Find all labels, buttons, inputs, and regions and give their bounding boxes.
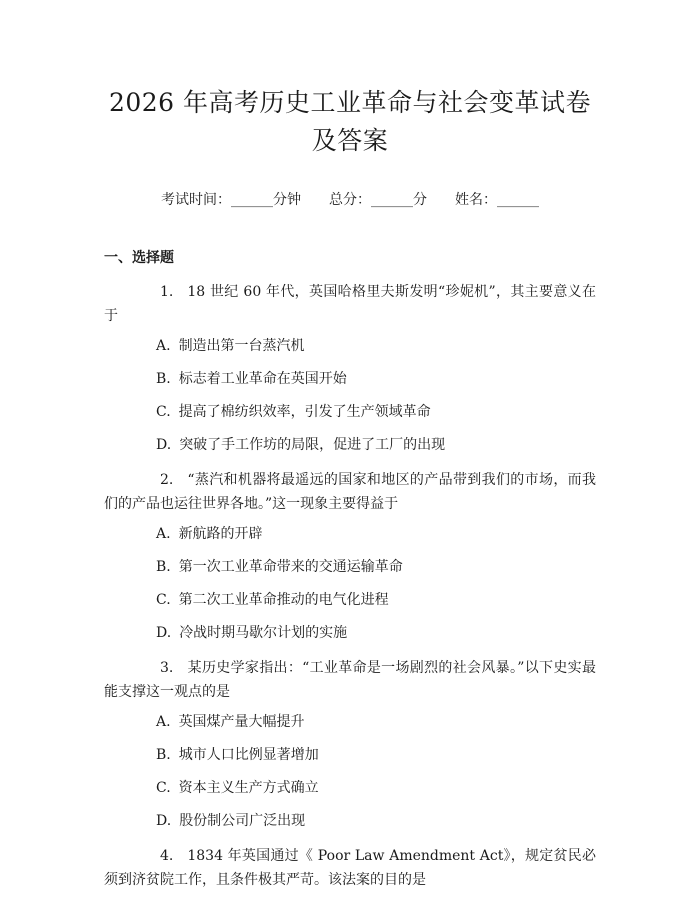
option-letter: C. <box>156 404 171 420</box>
option-list <box>104 336 596 455</box>
exam-title: 2026 年高考历史工业革命与社会变革试卷及答案 <box>108 88 592 155</box>
section-heading-choice: 一、选择题 <box>104 250 174 266</box>
option-letter: A. <box>156 526 171 542</box>
question-1 <box>104 280 596 455</box>
option-text: 冷战时期马歇尔计划的实施 <box>179 625 348 641</box>
question-stem <box>104 844 596 892</box>
option-text: 城市人口比例显著增加 <box>178 747 319 763</box>
option-a <box>104 336 596 356</box>
exam-meta <box>104 190 596 210</box>
option-d <box>104 811 596 831</box>
question-stem <box>104 280 596 328</box>
option-d <box>104 623 596 643</box>
option-letter: D. <box>156 813 172 829</box>
option-letter: C. <box>156 780 171 796</box>
option-letter: D. <box>156 625 172 641</box>
question-text: 1834 年英国通过《 Poor Law Amendment Act》，规定贫民必须到济贫院工作，且条件极其严苛。该法案的目的是 <box>104 848 596 888</box>
question-stem <box>104 656 596 704</box>
option-letter: C. <box>156 592 171 608</box>
option-a <box>104 712 596 732</box>
option-list <box>104 712 596 831</box>
option-text: 新航路的开辟 <box>178 526 263 542</box>
option-text: 股份制公司广泛出现 <box>179 813 306 829</box>
option-text: 提高了棉纺织效率，引发了生产领域革命 <box>178 404 431 420</box>
question-text: 18 世纪 60 年代，英国哈格里夫斯发明“珍妮机”，其主要意义在于 <box>104 284 596 324</box>
question-number: 4. <box>160 848 174 864</box>
student-name-field: 姓名：______ <box>455 192 539 208</box>
option-c <box>104 778 596 798</box>
option-list <box>104 524 596 643</box>
option-letter: B. <box>156 747 171 763</box>
option-letter: D. <box>156 437 172 453</box>
question-number: 1. <box>160 284 174 300</box>
question-number: 2. <box>160 472 174 488</box>
option-c <box>104 402 596 422</box>
question-text: 某历史学家指出：“工业革命是一场剧烈的社会风暴。”以下史实最能支撑这一观点的是 <box>104 660 596 700</box>
option-b <box>104 745 596 765</box>
question-3 <box>104 656 596 831</box>
total-score-field: 总分：______分 <box>329 192 427 208</box>
question-stem <box>104 468 596 516</box>
option-c <box>104 590 596 610</box>
option-a <box>104 524 596 544</box>
option-text: 标志着工业革命在英国开始 <box>178 371 347 387</box>
option-text: 第二次工业革命推动的电气化进程 <box>178 592 389 608</box>
option-text: 制造出第一台蒸汽机 <box>178 338 305 354</box>
question-2 <box>104 468 596 643</box>
option-b <box>104 557 596 577</box>
option-d <box>104 435 596 455</box>
option-text: 资本主义生产方式确立 <box>178 780 319 796</box>
option-b <box>104 369 596 389</box>
option-letter: A. <box>156 338 171 354</box>
question-number: 3. <box>160 660 174 676</box>
option-letter: A. <box>156 714 171 730</box>
option-letter: B. <box>156 559 171 575</box>
option-letter: B. <box>156 371 171 387</box>
option-text: 突破了手工作坊的局限，促进了工厂的出现 <box>179 437 446 453</box>
exam-time-field: 考试时间：______分钟 <box>161 192 301 208</box>
question-4 <box>104 844 596 892</box>
question-text: “蒸汽和机器将最遥远的国家和地区的产品带到我们的市场，而我们的产品也运往世界各地。”这一现象主要得益于 <box>104 472 596 512</box>
option-text: 第一次工业革命带来的交通运输革命 <box>178 559 403 575</box>
option-text: 英国煤产量大幅提升 <box>178 714 305 730</box>
